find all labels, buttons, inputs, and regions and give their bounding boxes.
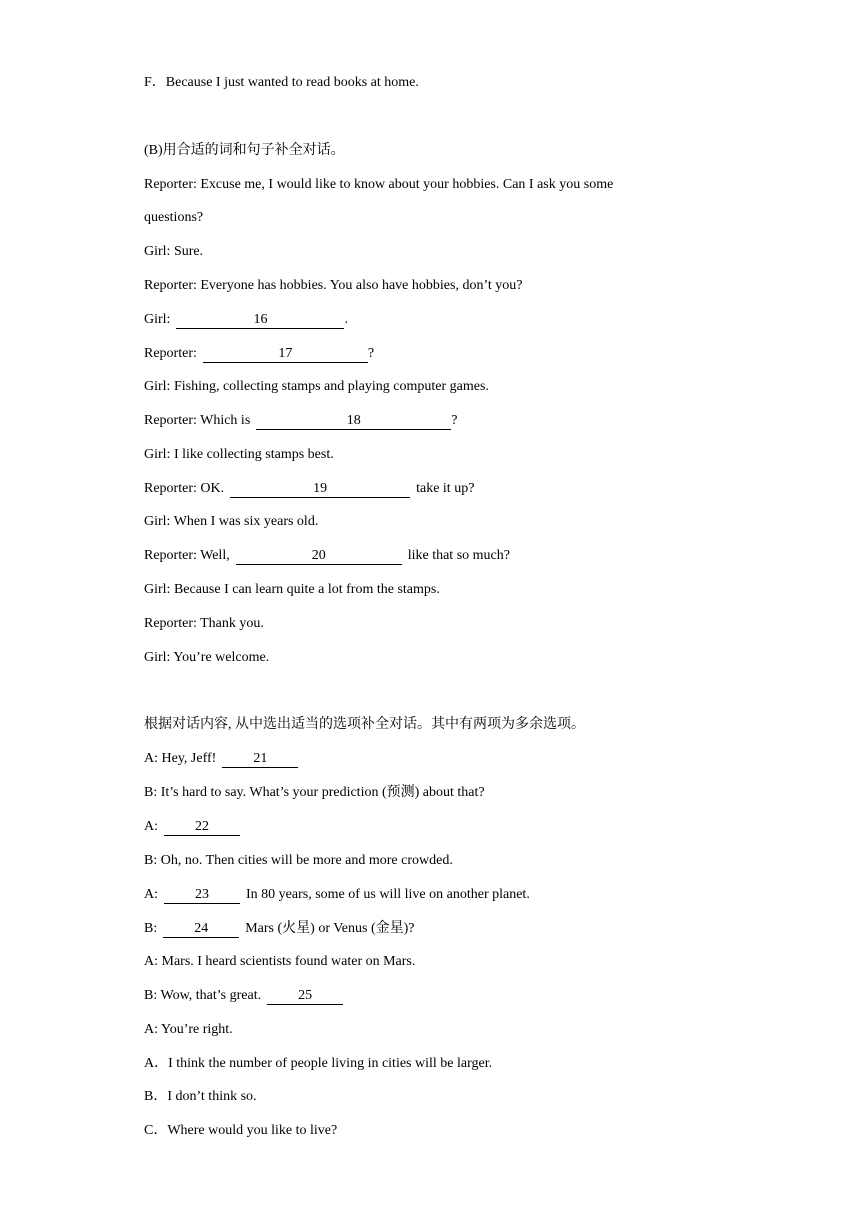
dialogue-line: A: You’re right. xyxy=(144,1022,233,1037)
answer-blank-20[interactable]: 20 xyxy=(236,548,402,565)
dialogue-line: B: It’s hard to say. What’s your prediction (预测) about that? xyxy=(144,785,485,800)
dialogue-line: Girl: Because I can learn quite a lot from the stamps. xyxy=(144,582,440,597)
answer-blank-18[interactable]: 18 xyxy=(256,413,451,430)
speaker-text: Reporter: xyxy=(144,346,197,361)
dialogue-line xyxy=(144,480,474,498)
dialogue-line: Girl: Fishing, collecting stamps and playing computer games. xyxy=(144,379,489,394)
punctuation: . xyxy=(344,312,348,327)
dialogue-line xyxy=(144,311,348,329)
dialogue-line: A: Mars. I heard scientists found water on Mars. xyxy=(144,954,416,969)
dialogue-line: Girl: Sure. xyxy=(144,244,204,259)
option-c: C．Where would you like to live? xyxy=(144,1123,338,1138)
dialogue-continuation: In 80 years, some of us will live on another planet. xyxy=(246,887,530,902)
speaker-text: Reporter: Which is xyxy=(144,413,251,428)
dialogue-line xyxy=(144,987,343,1005)
dialogue-line: Girl: You’re welcome. xyxy=(144,650,270,665)
punctuation: ? xyxy=(451,413,458,428)
answer-blank-21[interactable]: 21 xyxy=(222,751,298,768)
dialogue-line: questions? xyxy=(144,210,204,225)
speaker-text: Reporter: OK. xyxy=(144,481,225,496)
dialogue-line xyxy=(144,920,415,938)
speaker-text: A: xyxy=(144,887,158,902)
option-f: F．Because I just wanted to read books at home. xyxy=(144,75,419,90)
answer-blank-22[interactable]: 22 xyxy=(164,819,240,836)
dialogue-line xyxy=(144,750,298,768)
speaker-text: Girl: xyxy=(144,312,171,327)
dialogue-line: Reporter: Everyone has hobbies. You also have hobbies, don’t you? xyxy=(144,278,523,293)
answer-blank-25[interactable]: 25 xyxy=(267,988,343,1005)
dialogue-line: Girl: I like collecting stamps best. xyxy=(144,447,334,462)
punctuation: ? xyxy=(367,346,375,361)
dialogue-line: Girl: When I was six years old. xyxy=(144,514,319,529)
section-b-heading: (B)用合适的词和句子补全对话。 xyxy=(144,143,345,158)
dialogue-line xyxy=(144,412,458,430)
speaker-text: B: xyxy=(144,921,158,936)
answer-blank-23[interactable]: 23 xyxy=(164,887,240,904)
speaker-text: A: xyxy=(144,819,158,834)
section-c-instruction: 根据对话内容, 从中选出适当的选项补全对话。其中有两项为多余选项。 xyxy=(144,717,585,732)
speaker-text: A: Hey, Jeff! xyxy=(144,751,217,766)
dialogue-line xyxy=(144,818,240,836)
answer-blank-16[interactable]: 16 xyxy=(176,312,344,329)
dialogue-continuation: Mars (火星) or Venus (金星)? xyxy=(245,921,415,936)
answer-blank-24[interactable]: 24 xyxy=(163,921,239,938)
option-a: A．I think the number of people living in cities will be larger. xyxy=(144,1056,493,1071)
dialogue-line xyxy=(144,345,374,363)
dialogue-line xyxy=(144,547,510,565)
answer-blank-17[interactable]: 17 xyxy=(203,346,368,363)
option-b: B．I don’t think so. xyxy=(144,1089,257,1104)
answer-blank-19[interactable]: 19 xyxy=(230,481,410,498)
dialogue-continuation: take it up? xyxy=(416,481,475,496)
speaker-text: Reporter: Well, xyxy=(144,548,230,563)
dialogue-continuation: like that so much? xyxy=(407,548,510,563)
speaker-text: B: Wow, that’s great. xyxy=(144,988,262,1003)
dialogue-line: Reporter: Thank you. xyxy=(144,616,264,631)
dialogue-line: B: Oh, no. Then cities will be more and more crowded. xyxy=(144,853,453,868)
dialogue-line xyxy=(144,886,530,904)
dialogue-line: Reporter: Excuse me, I would like to know about your hobbies. Can I ask you some xyxy=(144,177,614,192)
